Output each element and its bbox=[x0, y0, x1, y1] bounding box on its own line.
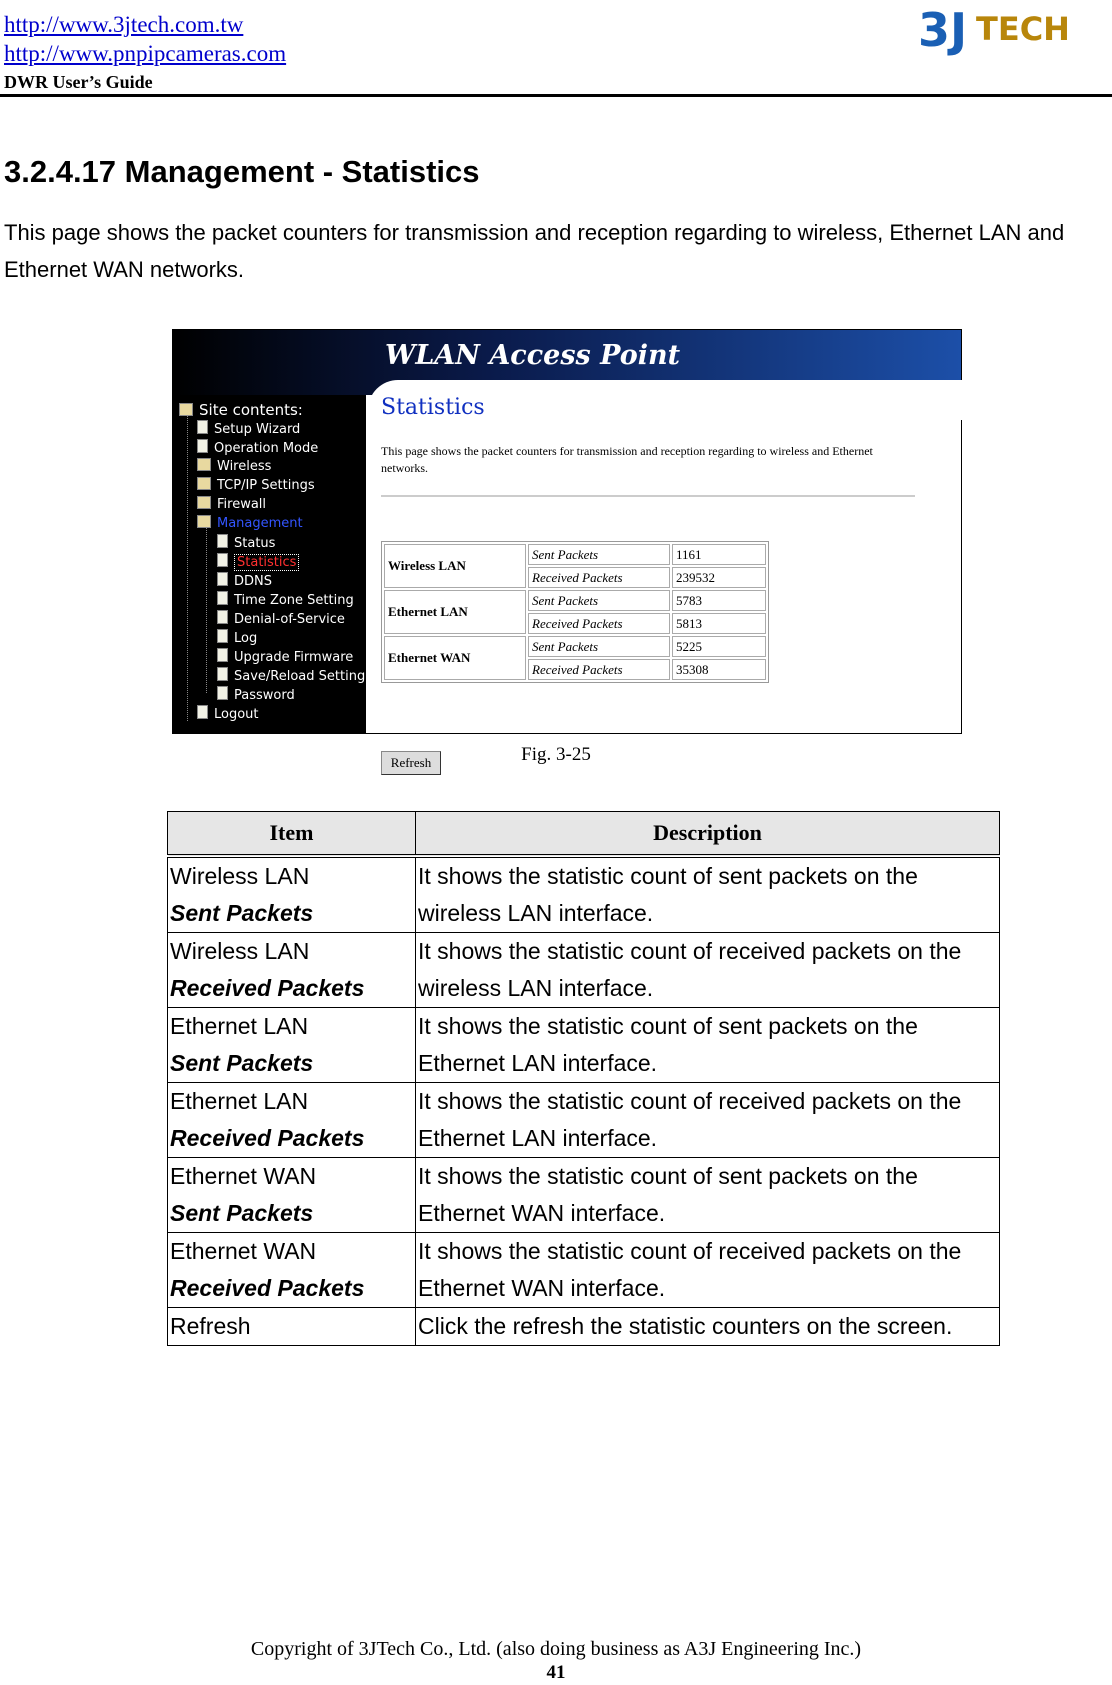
table-row bbox=[168, 933, 1000, 1008]
document-icon bbox=[217, 572, 228, 586]
tree-item-wireless[interactable] bbox=[197, 458, 271, 474]
item-field: Sent Packets bbox=[170, 900, 314, 926]
document-icon bbox=[197, 439, 208, 453]
group-label: Ethernet WAN bbox=[384, 636, 526, 680]
table-row bbox=[168, 1158, 1000, 1233]
counter-label: Received Packets bbox=[528, 567, 670, 588]
description-cell: It shows the statistic count of received packets on the Ethernet LAN interface. bbox=[416, 1083, 1000, 1158]
tree-line bbox=[206, 523, 207, 693]
figure-caption: Fig. 3-25 bbox=[521, 744, 591, 765]
item-name: Ethernet LAN bbox=[170, 1013, 309, 1039]
group-label: Ethernet LAN bbox=[384, 590, 526, 634]
document-icon bbox=[217, 667, 228, 681]
document-icon bbox=[217, 591, 228, 605]
item-name: Wireless LAN bbox=[170, 863, 310, 889]
folder-icon bbox=[197, 458, 211, 471]
tree-root bbox=[179, 401, 303, 419]
tree-root-icon bbox=[179, 403, 193, 416]
counter-value: 1161 bbox=[672, 544, 766, 565]
item-cell bbox=[168, 1008, 416, 1083]
tree-item-label-selected: Statistics bbox=[234, 554, 299, 571]
tree-subitem-save-reload[interactable] bbox=[217, 667, 365, 684]
description-cell: It shows the statistic count of received packets on the wireless LAN interface. bbox=[416, 933, 1000, 1008]
link-3jtech[interactable]: http://www.3jtech.com.tw bbox=[4, 12, 244, 37]
item-name: Refresh bbox=[170, 1313, 251, 1339]
tree-item-label: Operation Mode bbox=[214, 441, 319, 456]
table-row bbox=[168, 856, 1000, 933]
tree-item-setup-wizard[interactable] bbox=[197, 420, 300, 437]
counter-value: 5783 bbox=[672, 590, 766, 611]
header-item: Item bbox=[168, 812, 416, 857]
counter-label: Sent Packets bbox=[528, 544, 670, 565]
section-title: 3.2.4.17 Management - Statistics bbox=[4, 154, 480, 189]
page-footer bbox=[0, 1637, 1112, 1685]
counter-label: Sent Packets bbox=[528, 636, 670, 657]
banner-title: WLAN Access Point bbox=[385, 340, 681, 371]
counter-value: 5813 bbox=[672, 613, 766, 634]
document-icon bbox=[197, 705, 208, 719]
item-field: Received Packets bbox=[170, 1275, 365, 1301]
document-icon bbox=[217, 610, 228, 624]
tree-root-label: Site contents: bbox=[199, 401, 303, 419]
statistics-desc: This page shows the packet counters for transmission and reception regarding to wireless and Ethernet networks. bbox=[381, 444, 873, 475]
tree-subitem-statistics[interactable] bbox=[217, 553, 299, 570]
group-label: Wireless LAN bbox=[384, 544, 526, 588]
item-field: Received Packets bbox=[170, 975, 365, 1001]
description-cell: It shows the statistic count of sent packets on the Ethernet WAN interface. bbox=[416, 1158, 1000, 1233]
logo-tech: TECH bbox=[976, 10, 1070, 48]
tree-subitem-log[interactable] bbox=[217, 629, 257, 646]
tree-item-logout[interactable] bbox=[197, 705, 259, 722]
counter-label: Received Packets bbox=[528, 613, 670, 634]
item-cell bbox=[168, 1158, 416, 1233]
tree-item-label: Log bbox=[234, 631, 258, 646]
logo-3j: 3J bbox=[918, 3, 968, 57]
tree-item-label: Setup Wizard bbox=[214, 422, 301, 437]
tree-item-label: Save/Reload Setting bbox=[234, 669, 366, 684]
table-row bbox=[384, 544, 766, 565]
counter-value: 35308 bbox=[672, 659, 766, 680]
tree-line bbox=[187, 415, 188, 721]
tree-item-label: Time Zone Setting bbox=[234, 593, 354, 608]
tree-subitem-upgrade-firmware[interactable] bbox=[217, 648, 353, 665]
item-cell bbox=[168, 856, 416, 933]
tree-item-tcpip-settings[interactable] bbox=[197, 477, 315, 493]
document-icon bbox=[217, 629, 228, 643]
folder-icon bbox=[197, 477, 211, 490]
item-field: Sent Packets bbox=[170, 1050, 314, 1076]
tree-item-label: Wireless bbox=[217, 459, 272, 474]
tree-item-label: Status bbox=[234, 536, 276, 551]
item-name: Ethernet WAN bbox=[170, 1163, 317, 1189]
counter-label: Received Packets bbox=[528, 659, 670, 680]
header-description: Description bbox=[416, 812, 1000, 857]
tree-item-label: Firewall bbox=[217, 497, 267, 512]
document-icon bbox=[217, 648, 228, 662]
document-icon bbox=[217, 686, 228, 700]
table-header-row bbox=[168, 812, 1000, 857]
tree-item-label: Management bbox=[217, 516, 303, 531]
section-intro: This page shows the packet counters for transmission and reception regarding to wireless, Ethernet LAN and Ethernet WAN networks. bbox=[4, 220, 1065, 282]
tree-item-label: DDNS bbox=[234, 574, 272, 589]
table-row bbox=[168, 1233, 1000, 1308]
content-divider bbox=[381, 495, 915, 497]
description-cell: It shows the statistic count of received packets on the Ethernet WAN interface. bbox=[416, 1233, 1000, 1308]
item-name: Ethernet WAN bbox=[170, 1238, 317, 1264]
document-icon bbox=[217, 534, 228, 548]
folder-open-icon bbox=[197, 515, 211, 528]
header-rule bbox=[0, 94, 1112, 97]
description-cell: It shows the statistic count of sent packets on the wireless LAN interface. bbox=[416, 856, 1000, 933]
document-icon bbox=[217, 553, 228, 567]
guide-title: DWR User’s Guide bbox=[4, 72, 153, 92]
item-cell bbox=[168, 1233, 416, 1308]
item-field: Sent Packets bbox=[170, 1200, 314, 1226]
tree-item-management[interactable] bbox=[197, 515, 303, 531]
3jtech-logo bbox=[918, 2, 1070, 60]
statistics-title: Statistics bbox=[381, 395, 485, 420]
item-cell bbox=[168, 1308, 416, 1346]
item-name: Ethernet LAN bbox=[170, 1088, 309, 1114]
statistics-table bbox=[381, 541, 769, 683]
tree-item-label: Denial-of-Service bbox=[234, 612, 345, 627]
counter-value: 239532 bbox=[672, 567, 766, 588]
item-field: Received Packets bbox=[170, 1125, 365, 1151]
copyright: Copyright of 3JTech Co., Ltd. (also doing business as A3J Engineering Inc.) bbox=[250, 1638, 862, 1660]
tree-item-label: Password bbox=[234, 688, 295, 703]
table-row bbox=[168, 1008, 1000, 1083]
tree-subitem-time-zone[interactable] bbox=[217, 591, 354, 608]
tree-subitem-password[interactable] bbox=[217, 686, 295, 703]
tree-item-label: Logout bbox=[214, 707, 259, 722]
item-cell bbox=[168, 1083, 416, 1158]
site-contents-tree bbox=[173, 395, 366, 733]
table-row bbox=[384, 636, 766, 657]
description-cell: Click the refresh the statistic counters on the screen. bbox=[416, 1308, 1000, 1346]
tree-subitem-ddns[interactable] bbox=[217, 572, 272, 589]
table-row bbox=[168, 1308, 1000, 1346]
table-row bbox=[168, 1083, 1000, 1158]
item-cell bbox=[168, 933, 416, 1008]
tree-item-label: TCP/IP Settings bbox=[217, 478, 315, 493]
tree-subitem-dos[interactable] bbox=[217, 610, 345, 627]
tree-item-label: Upgrade Firmware bbox=[234, 650, 354, 665]
refresh-button[interactable]: Refresh bbox=[381, 751, 441, 775]
counter-label: Sent Packets bbox=[528, 590, 670, 611]
folder-icon bbox=[197, 496, 211, 509]
page-number: 41 bbox=[546, 1662, 566, 1683]
tree-item-firewall[interactable] bbox=[197, 496, 266, 512]
counter-value: 5225 bbox=[672, 636, 766, 657]
tree-item-operation-mode[interactable] bbox=[197, 439, 318, 456]
description-table bbox=[167, 811, 1000, 1346]
tree-subitem-status[interactable] bbox=[217, 534, 275, 551]
document-icon bbox=[197, 420, 208, 434]
item-name: Wireless LAN bbox=[170, 938, 310, 964]
description-cell: It shows the statistic count of sent packets on the Ethernet LAN interface. bbox=[416, 1008, 1000, 1083]
table-row bbox=[384, 590, 766, 611]
link-pnpipcameras[interactable]: http://www.pnpipcameras.com bbox=[4, 41, 287, 66]
